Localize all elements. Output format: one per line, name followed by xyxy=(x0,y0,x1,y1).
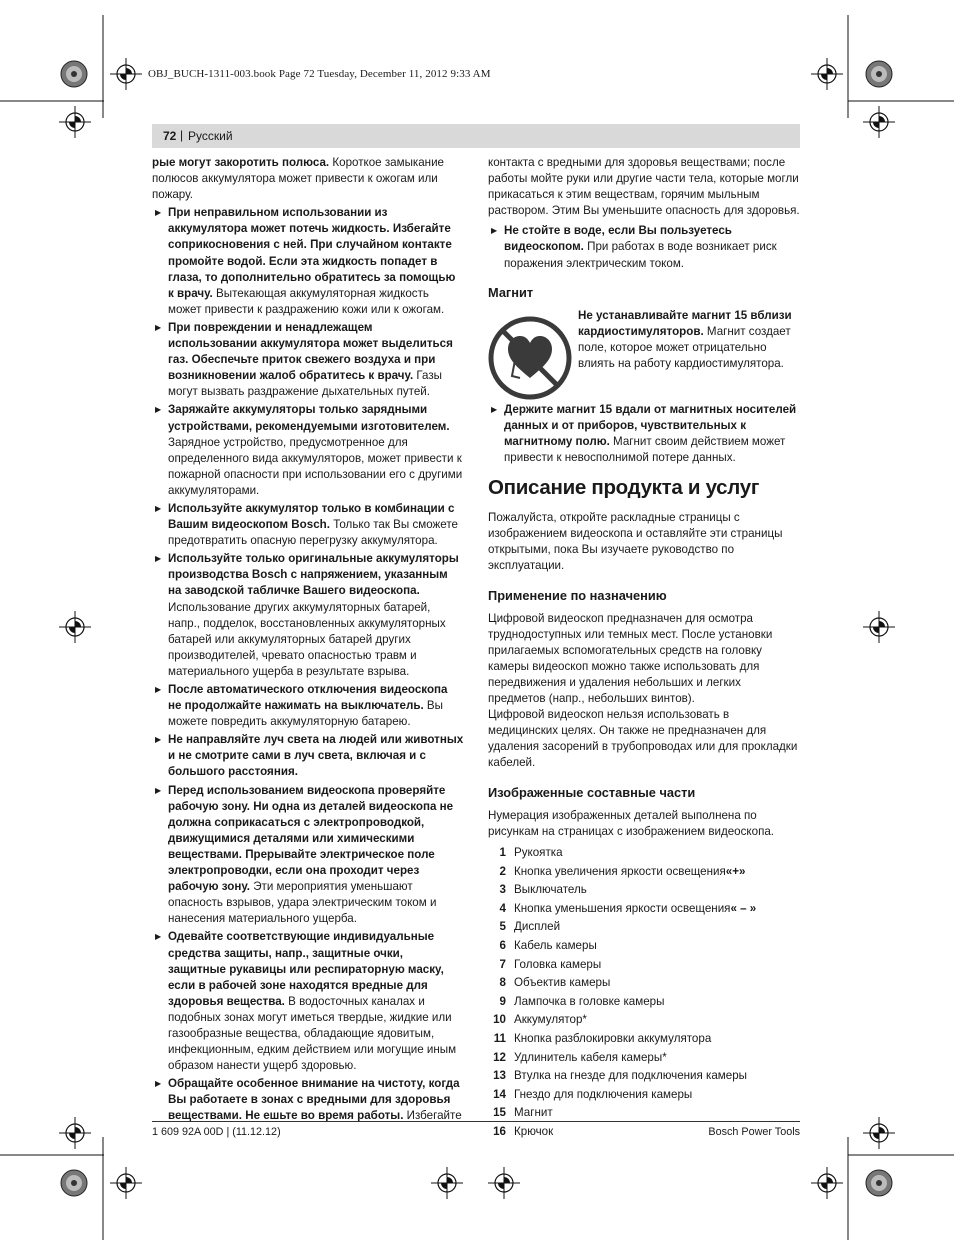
component-item: 4 Кнопка уменьшения яркости освещения « – » xyxy=(499,901,757,915)
section-intro: Пожалуйста, откройте раскладные страницы с изображением видеоскопа и оставляйте эти страницы открытыми, пока Вы изучаете руководство по эксплуатации. xyxy=(488,511,783,573)
bullet-arrow-icon: ▶ xyxy=(155,322,162,332)
bullet-arrow-icon: ▶ xyxy=(155,208,162,218)
component-item: 10 Аккумулятор* xyxy=(493,1013,587,1027)
bullet-arrow-icon: ▶ xyxy=(155,503,162,513)
component-item: 3 Выключатель xyxy=(499,883,587,897)
warning-bullet: ▶ Используйте только оригинальные аккумуляторы производства Bosch с напряжением, указанным на заводской табличке Вашего видеоскопа. Использование других аккумуляторных батарей, напр., подделок, восстановленных аккумуляторных батарей или аккумуляторных батарей других производителей, чревато опасностью травм и материального ущерба в результате взрыва. xyxy=(155,552,459,678)
intended-use-heading: Применение по назначению xyxy=(488,587,667,603)
component-item: 5 Дисплей xyxy=(499,920,561,934)
component-item: 14 Гнездо для подключения камеры xyxy=(493,1087,693,1101)
warning-bullet: ▶ При повреждении и ненадлежащем использовании аккумулятора может выделиться газ. Обеспечьте приток свежего воздуха и при возникновении жалоб обратитесь к врачу. Газы могут вызвать раздражение дыхательных путей. xyxy=(155,320,453,399)
component-item: 16 Крючок xyxy=(493,1124,554,1138)
components-intro: Нумерация изображенных деталей выполнена по рисункам на страницах с изображением видеоскопа. xyxy=(488,808,775,838)
page-number: 72 xyxy=(163,129,177,143)
component-item: 8 Объектив камеры xyxy=(499,976,611,990)
bullet-arrow-icon: ▶ xyxy=(155,932,162,942)
intended-use-paragraph: Цифровой видеоскоп предназначен для осмотра труднодоступных или темных мест. После установки прилагаемых вспомогательных средств на головку камеры видеоскоп можно также использовать для передвижения и удаления небольших и легких предметов (напр., небольших винтов). xyxy=(488,611,773,706)
bullet-arrow-icon: ▶ xyxy=(491,404,498,414)
component-item: 13 Втулка на гнезде для подключения камеры xyxy=(493,1069,747,1083)
magnet-warning-text: Не устанавливайте магнит 15 вблизи кардиостимуляторов. Магнит создает поле, которое может отрицательно влиять на работу кардиостимулятора. xyxy=(578,308,792,371)
bullet-arrow-icon: ▶ xyxy=(155,735,162,745)
component-item: 12 Удлинитель кабеля камеры* xyxy=(493,1050,667,1064)
component-item: 1 Рукоятка xyxy=(499,846,563,860)
footer-brand: Bosch Power Tools xyxy=(708,1126,800,1138)
bullet-arrow-icon: ▶ xyxy=(155,554,162,564)
warning-bullet: ▶ Держите магнит 15 вдали от магнитных носителей данных и от приборов, чувствительных к магнитному полю. Магнит своим действием может привести к невосполнимой потере данных. xyxy=(491,402,797,465)
warning-bullet: ▶ Одевайте соответствующие индивидуальные средства защиты, напр., защитные очки, защитные рукавицы или респираторную маску, если в рабочей зоне находятся вредные для здоровья вещества. В водосточных каналах и подобных зонах могут иметься твердые, жидкие или газообразные вещества, обладающие ядовитым, инфекционным, едким действием или могущие иным образом нанести ущерб здоровью. xyxy=(155,930,457,1073)
bullet-arrow-icon: ▶ xyxy=(155,685,162,694)
intended-use-paragraph: Цифровой видеоскоп нельзя использовать в медицинских целях. Он также не предназначен для удаления засорений в трубопроводах или для прокладки кабелей. xyxy=(488,708,798,770)
component-item: 2 Кнопка увеличения яркости освещения «+» xyxy=(499,864,746,878)
warning-bullet: ▶ Заряжайте аккумуляторы только зарядными устройствами, рекомендуемыми изготовителем. Зарядное устройство, предусмотренное для определенного вида аккумуляторов, может привести к пожарной опасности при использовании его с другими аккумуляторами. xyxy=(155,403,463,497)
section-title: Описание продукта и услуг xyxy=(488,476,760,500)
warning-bullet: ▶ Обращайте особенное внимание на чистоту, когда Вы работаете в зонах с вредными для здоровья веществами. Не ешьте во время работы. Избегайте xyxy=(155,1077,462,1123)
warning-bullet: ▶ Используйте аккумулятор только в комбинации с Вашим видеоскопом Bosch. Только так Вы сможете предотвратить опасную перегрузку аккумулятора. xyxy=(155,501,458,548)
print-info-line: OBJ_BUCH-1311-003.book Page 72 Tuesday, December 11, 2012 9:33 AM xyxy=(148,68,491,80)
bullet-arrow-icon: ▶ xyxy=(155,785,162,795)
warning-bullet: ▶ После автоматического отключения видеоскопа не продолжайте нажимать на выключатель. Вы можете повредить аккумуляторную батарею. xyxy=(155,683,448,729)
component-item: 9 Лампочка в головке камеры xyxy=(499,994,665,1008)
header-language: Русский xyxy=(188,129,233,143)
warning-bullet: ▶ Не стойте в воде, если Вы пользуетесь видеоскопом. При работах в воде возникает риск поражения электрическим током. xyxy=(491,224,777,270)
components-heading: Изображенные составные части xyxy=(488,784,696,800)
paragraph: контакта с вредными для здоровья веществами; после работы мойте руки или другие части тела, которые могли прикасаться к этим веществам, горячим мыльным раствором. Этим Вы уменьшите опасность для здоровья. xyxy=(488,156,800,218)
component-item: 15 Магнит xyxy=(493,1106,553,1120)
warning-bullet: ▶ Перед использованием видеоскопа проверяйте рабочую зону. Ни одна из деталей видеоскопа не должна соприкасаться с электропроводкой, движущимися деталями или химическими веществами. Прерывайте электрическое поле электропроводки, если она проходит через рабочую зону. Эти мероприятия уменьшают опасность взрывов, удара электрическим током и нанесения материального ущерба. xyxy=(155,783,454,926)
paragraph: рые могут закоротить полюса. Короткое замыкание полюсов аккумулятора может привести к ожогам или пожару. xyxy=(152,156,445,202)
component-item: 6 Кабель камеры xyxy=(499,939,597,953)
bullet-arrow-icon: ▶ xyxy=(491,226,498,236)
header-separator: | xyxy=(180,128,184,142)
bullet-arrow-icon: ▶ xyxy=(155,1079,162,1089)
bullet-arrow-icon: ▶ xyxy=(155,405,162,415)
warning-bullet: ▶ Не направляйте луч света на людей или животных и не смотрите сами в луч света, включая и с большого расстояния. xyxy=(155,733,464,779)
magnet-heading: Магнит xyxy=(488,284,534,300)
warning-bullet: ▶ При неправильном использовании из аккумулятора может потечь жидкость. Избегайте соприкосновения с ней. При случайном контакте промойте водой. Если эта жидкость попадет в глаза, то дополнительно обратитесь за помощью к врачу. Вытекающая аккумуляторная жидкость может привести к раздражению кожи или к ожогам. xyxy=(155,206,456,316)
component-item: 7 Головка камеры xyxy=(499,957,602,971)
component-item: 11 Кнопка разблокировки аккумулятора xyxy=(493,1032,712,1045)
footer-doc-number: 1 609 92A 00D | (11.12.12) xyxy=(152,1126,281,1138)
